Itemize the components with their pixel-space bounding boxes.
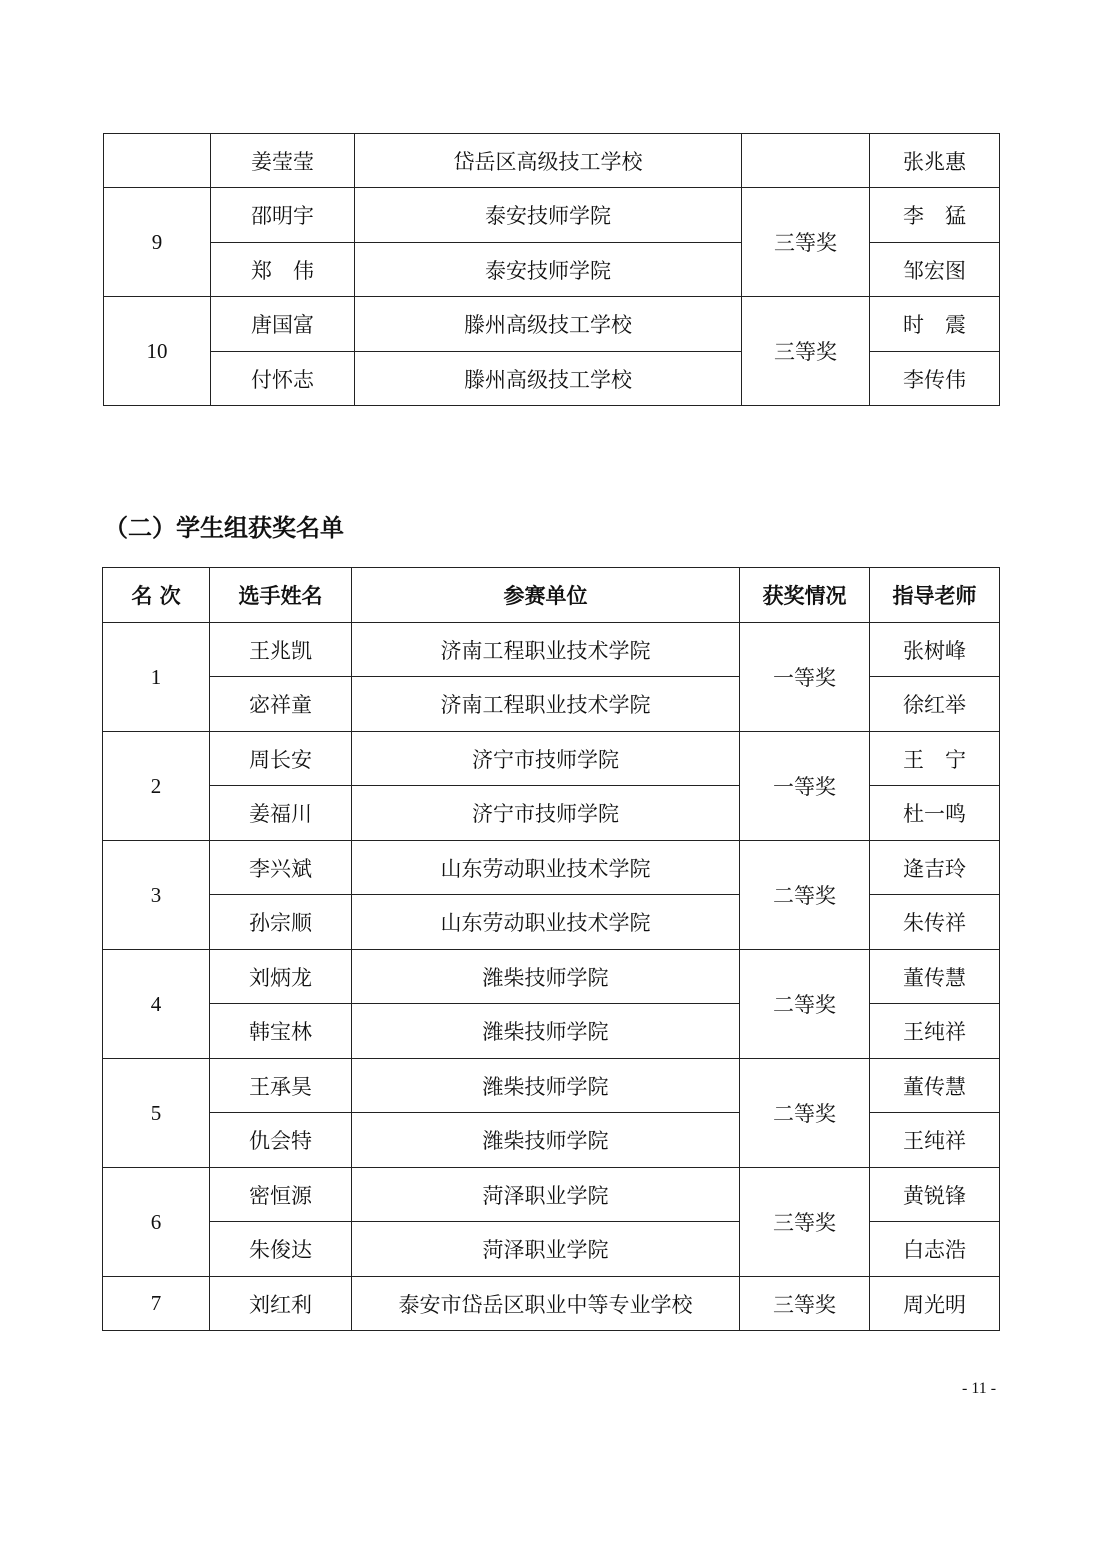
contestant-name: 仇会特 [210, 1113, 352, 1168]
contestant-name: 邵明宇 [211, 188, 355, 243]
contestant-name: 李兴斌 [210, 841, 352, 895]
unit-name: 菏泽职业学院 [352, 1222, 740, 1277]
table-row [103, 1168, 1000, 1222]
teacher-name: 朱传祥 [870, 895, 1000, 950]
contestant-name: 朱俊达 [210, 1222, 352, 1277]
contestant-name: 郑 伟 [211, 243, 355, 297]
header-award: 获奖情况 [740, 568, 870, 623]
teacher-name: 王纯祥 [870, 1004, 1000, 1059]
table-header-row [103, 568, 1000, 623]
header-unit: 参赛单位 [352, 568, 740, 623]
contestant-name: 宓祥童 [210, 677, 352, 732]
rank-cell: 4 [103, 950, 210, 1059]
contestant-name: 刘红利 [210, 1277, 352, 1331]
award-cell: 三等奖 [740, 1168, 870, 1277]
award-cell: 二等奖 [740, 950, 870, 1059]
contestant-name: 韩宝林 [210, 1004, 352, 1059]
award-cell: 三等奖 [742, 188, 870, 297]
contestant-name: 姜福川 [210, 786, 352, 841]
table-row [103, 732, 1000, 786]
teacher-name: 时 震 [870, 297, 1000, 352]
unit-name: 潍柴技师学院 [352, 1113, 740, 1168]
table-row [103, 1277, 1000, 1331]
teacher-name: 张兆惠 [870, 134, 1000, 188]
rank-cell: 7 [103, 1277, 210, 1331]
unit-name: 滕州高级技工学校 [355, 352, 742, 406]
contestant-name: 唐国富 [211, 297, 355, 352]
unit-name: 济宁市技师学院 [352, 786, 740, 841]
award-cell: 二等奖 [740, 1059, 870, 1168]
header-rank: 名 次 [103, 568, 210, 623]
section-heading: （二）学生组获奖名单 [104, 514, 344, 542]
teacher-name: 杜一鸣 [870, 786, 1000, 841]
unit-name: 潍柴技师学院 [352, 1004, 740, 1059]
unit-name: 菏泽职业学院 [352, 1168, 740, 1222]
rank-cell: 10 [104, 297, 211, 406]
teacher-name: 董传慧 [870, 950, 1000, 1004]
unit-name: 山东劳动职业技术学院 [352, 895, 740, 950]
contestant-name: 王承昊 [210, 1059, 352, 1113]
unit-name: 山东劳动职业技术学院 [352, 841, 740, 895]
unit-name: 济南工程职业技术学院 [352, 623, 740, 677]
award-cell: 二等奖 [740, 841, 870, 950]
table-row [103, 950, 1000, 1004]
rank-cell: 5 [103, 1059, 210, 1168]
contestant-name: 孙宗顺 [210, 895, 352, 950]
unit-name: 潍柴技师学院 [352, 1059, 740, 1113]
teacher-name: 黄锐锋 [870, 1168, 1000, 1222]
table-row [104, 188, 1000, 243]
contestant-name: 付怀志 [211, 352, 355, 406]
table-row [103, 1059, 1000, 1113]
contestant-name: 密恒源 [210, 1168, 352, 1222]
rank-cell [104, 134, 211, 188]
teacher-name: 邹宏图 [870, 243, 1000, 297]
unit-name: 济南工程职业技术学院 [352, 677, 740, 732]
award-cell: 三等奖 [742, 297, 870, 406]
award-cell: 一等奖 [740, 732, 870, 841]
award-cell [742, 134, 870, 188]
contestant-name: 周长安 [210, 732, 352, 786]
teacher-name: 白志浩 [870, 1222, 1000, 1277]
unit-name: 泰安技师学院 [355, 243, 742, 297]
page-number: - 11 - [962, 1380, 997, 1397]
contestant-name: 姜莹莹 [211, 134, 355, 188]
award-cell: 一等奖 [740, 623, 870, 732]
table-row [104, 134, 1000, 188]
rank-cell: 2 [103, 732, 210, 841]
student-group-table [102, 567, 1000, 1331]
teacher-name: 王纯祥 [870, 1113, 1000, 1168]
teacher-group-table-continued [103, 133, 1000, 406]
unit-name: 泰安技师学院 [355, 188, 742, 243]
rank-cell: 6 [103, 1168, 210, 1277]
rank-cell: 1 [103, 623, 210, 732]
table-row [104, 297, 1000, 352]
unit-name: 济宁市技师学院 [352, 732, 740, 786]
unit-name: 泰安市岱岳区职业中等专业学校 [352, 1277, 740, 1331]
rank-cell: 9 [104, 188, 211, 297]
teacher-name: 逄吉玲 [870, 841, 1000, 895]
teacher-name: 李传伟 [870, 352, 1000, 406]
teacher-name: 王 宁 [870, 732, 1000, 786]
unit-name: 岱岳区高级技工学校 [355, 134, 742, 188]
teacher-name: 周光明 [870, 1277, 1000, 1331]
teacher-name: 张树峰 [870, 623, 1000, 677]
teacher-name: 董传慧 [870, 1059, 1000, 1113]
unit-name: 潍柴技师学院 [352, 950, 740, 1004]
table-row [103, 623, 1000, 677]
unit-name: 滕州高级技工学校 [355, 297, 742, 352]
header-name: 选手姓名 [210, 568, 352, 623]
header-teacher: 指导老师 [870, 568, 1000, 623]
rank-cell: 3 [103, 841, 210, 950]
contestant-name: 王兆凯 [210, 623, 352, 677]
teacher-name: 徐红举 [870, 677, 1000, 732]
contestant-name: 刘炳龙 [210, 950, 352, 1004]
teacher-name: 李 猛 [870, 188, 1000, 243]
award-cell: 三等奖 [740, 1277, 870, 1331]
table-row [103, 841, 1000, 895]
